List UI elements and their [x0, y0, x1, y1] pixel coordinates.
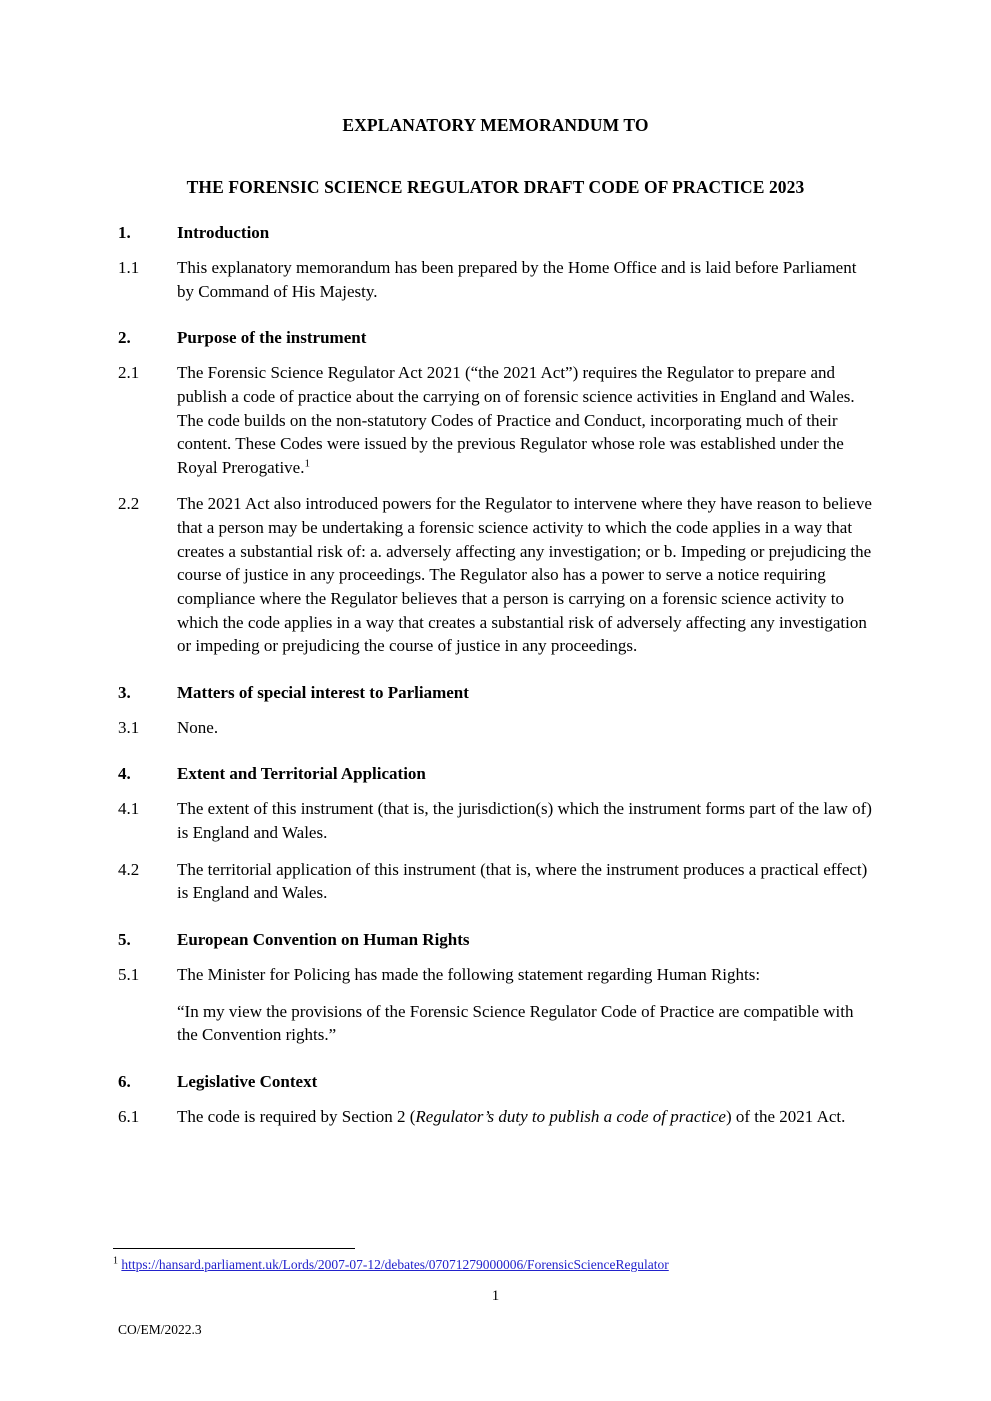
section-title: European Convention on Human Rights: [177, 929, 470, 949]
section-title: Purpose of the instrument: [177, 328, 367, 348]
paragraph-5-1: [118, 963, 873, 987]
footnote-item: [113, 1256, 873, 1274]
paragraph-text-run: The Forensic Science Regulator Act 2021 (“the 2021 Act”) requires the Regulator to prepare and publish a code of practice about the carrying on of forensic science activities in England and Wales. The code builds on the non-statutory Codes of Practice and Conduct, incorporating much of their content. These Codes were issued by the previous Regulator whose role was established under the Royal Prerogative.: [177, 363, 855, 477]
section-heading-6: [118, 1072, 873, 1092]
paragraph-text-run: The code is required by Section 2 (: [177, 1106, 416, 1126]
paragraph-text-run: ) of the 2021 Act.: [725, 1106, 846, 1126]
paragraph-number: 4.1: [118, 799, 140, 819]
paragraph-4-1: [118, 797, 873, 844]
section-heading-2: [118, 328, 873, 348]
paragraph-number: 5.1: [118, 964, 140, 984]
paragraph-6-1: [118, 1105, 873, 1129]
section-number: 6.: [118, 1071, 131, 1091]
paragraph-text: [177, 361, 873, 479]
page-number: 1: [491, 1288, 500, 1304]
document-content: [118, 108, 873, 1128]
paragraph-text: The extent of this instrument (that is, the jurisdiction(s) which the instrument forms part of the law of) is England and Wales.: [177, 799, 872, 842]
paragraph-2-1: [118, 361, 873, 479]
section-heading-5: [118, 930, 873, 950]
paragraph-number: 3.1: [118, 717, 140, 737]
section-number: 3.: [118, 682, 131, 702]
footnote-area: [113, 1248, 873, 1274]
paragraph-2-2: [118, 492, 873, 657]
paragraph-italic-run: Regulator’s duty to publish a code of practice: [415, 1106, 726, 1126]
section-heading-4: [118, 764, 873, 784]
paragraph-number: 6.1: [118, 1106, 140, 1126]
section-number: 5.: [118, 929, 131, 949]
paragraph-4-2: [118, 858, 873, 905]
section-number: 1.: [118, 223, 131, 242]
paragraph-number: 2.1: [118, 363, 140, 383]
footnote-marker: 1: [113, 1255, 118, 1267]
section-title: Extent and Territorial Application: [177, 764, 426, 784]
section-number: 4.: [118, 764, 131, 784]
paragraph-text: This explanatory memorandum has been prepared by the Home Office and is laid before Parliament by Command of His Majesty.: [177, 258, 857, 301]
page-subtitle: THE FORENSIC SCIENCE REGULATOR DRAFT CODE OF PRACTICE 2023: [186, 177, 805, 197]
paragraph-text: [177, 1105, 873, 1129]
section-heading-1: [118, 223, 873, 243]
footnote-separator: [113, 1248, 355, 1249]
paragraph-1-1: [118, 256, 873, 303]
paragraph-text: The Minister for Policing has made the following statement regarding Human Rights:: [177, 964, 761, 984]
paragraph-text: The territorial application of this instrument (that is, where the instrument produces a practical effect) is England and Wales.: [177, 859, 868, 903]
footnote-link[interactable]: https://hansard.parliament.uk/Lords/2007-07-12/debates/07071279000006/ForensicScienceRegulator: [121, 1257, 669, 1272]
document-reference: CO/EM/2022.3: [118, 1322, 202, 1337]
page-title: EXPLANATORY MEMORANDUM TO: [342, 115, 649, 135]
human-rights-statement-quote: “In my view the provisions of the Forensic Science Regulator Code of Practice are compatible with the Convention rights.”: [177, 1001, 854, 1045]
section-title: Legislative Context: [177, 1071, 318, 1091]
paragraph-text: None.: [177, 717, 219, 737]
section-number: 2.: [118, 328, 131, 348]
section-title: Introduction: [177, 223, 270, 242]
paragraph-3-1: [118, 716, 873, 740]
paragraph-number: 4.2: [118, 859, 140, 879]
paragraph-text: The 2021 Act also introduced powers for the Regulator to intervene where they have reason to believe that a person may be undertaking a forensic science activity to which the code applies in a way that creates a substantial risk of: a. adversely affecting any investigation; or b. Impeding or prejudicing the course of justice in any proceedings. The Regulator also has a power to serve a notice requiring compliance where the Regulator believes that a person is carrying on a forensic science activity to which the code applies in a way that creates a substantial risk of adversely affecting any investigation or impeding or prejudicing the course of justice in any proceedings.: [177, 494, 872, 656]
section-title: Matters of special interest to Parliament: [177, 682, 469, 702]
paragraph-number: 2.2: [118, 494, 140, 514]
paragraph-number: 1.1: [118, 258, 140, 277]
footnote-reference-icon[interactable]: 1: [304, 457, 310, 470]
section-heading-3: [118, 683, 873, 703]
